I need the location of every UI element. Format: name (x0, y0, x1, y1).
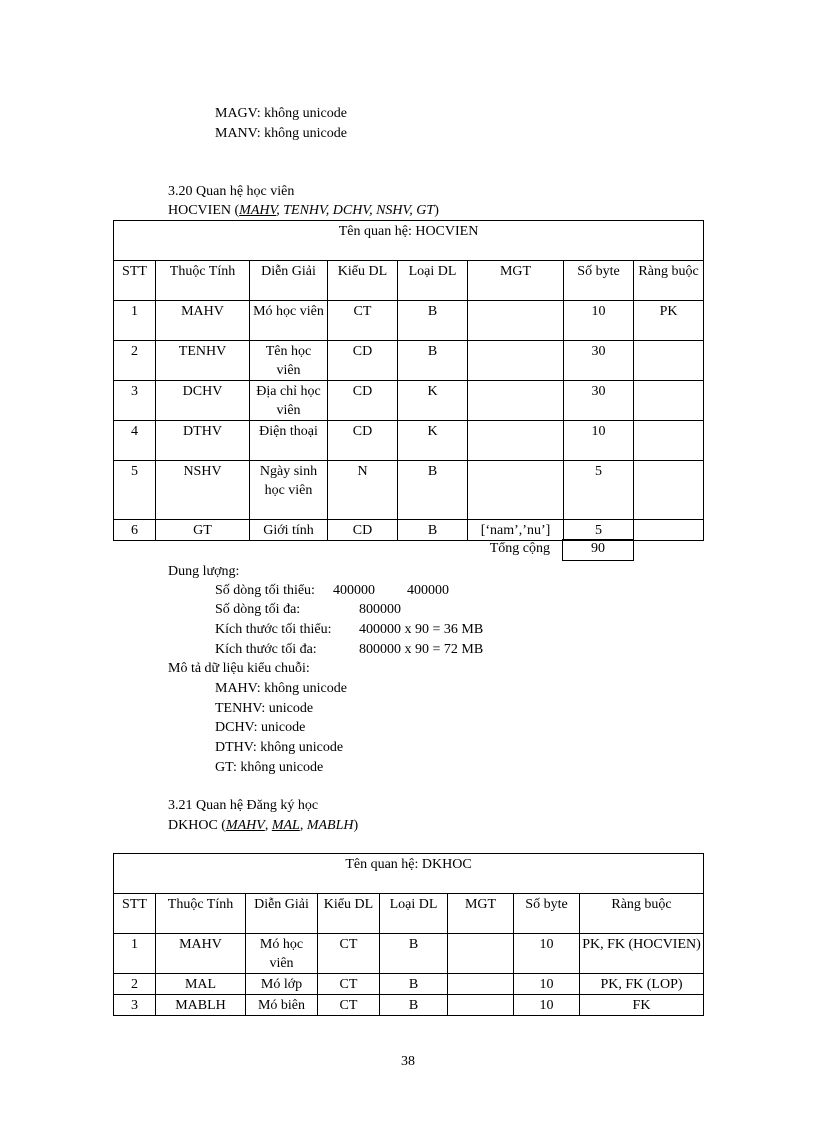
cell: 1 (114, 301, 156, 341)
table-dkhoc (113, 853, 704, 1016)
attr-mablh: MABLH (306, 818, 354, 833)
cell: K (398, 421, 468, 461)
header-mgt: MGT (468, 261, 564, 301)
capacity-title: Dung lượng: (168, 564, 240, 579)
header-kieu-dl: Kiểu DL (318, 894, 380, 934)
cell (468, 421, 564, 461)
cell: CT (318, 995, 380, 1016)
cell: 2 (114, 974, 156, 995)
cell: K (398, 381, 468, 421)
header-so-byte: Số byte (514, 894, 580, 934)
cell: MAL (156, 974, 246, 995)
header-rang-buoc: Ràng buộc (634, 261, 704, 301)
cell: Mó lớp (246, 974, 318, 995)
cell: CT (318, 934, 380, 974)
table-header-row (114, 894, 704, 934)
cell: 5 (564, 461, 634, 520)
cell: B (380, 995, 448, 1016)
table-row (114, 461, 704, 520)
table-header-row (114, 261, 704, 301)
cell: N (328, 461, 398, 520)
sep: , (299, 818, 307, 833)
cell (468, 381, 564, 421)
cell: Mó biên (246, 995, 318, 1016)
cell: Mó học viên (250, 301, 328, 341)
note-manv: MANV: không unicode (215, 126, 347, 141)
key-attr-mal: MAL (271, 818, 300, 833)
paren-open: ( (231, 203, 240, 218)
cell (634, 461, 704, 520)
other-attrs: TENHV, DCHV, NSHV, GT (283, 203, 435, 218)
key-attr-mahv: MAHV (225, 818, 265, 833)
table-row (114, 301, 704, 341)
cell: CT (318, 974, 380, 995)
cell: Địa chỉ học viên (250, 381, 328, 421)
cell: Ngày sinh học viên (250, 461, 328, 520)
cell: GT (156, 520, 250, 541)
section-321-heading: 3.21 Quan hệ Đăng ký học (168, 798, 319, 813)
cell: Điện thoại (250, 421, 328, 461)
paren-close: ) (353, 818, 359, 833)
cell: 10 (564, 301, 634, 341)
cell: MABLH (156, 995, 246, 1016)
cell: FK (580, 995, 704, 1016)
cell (634, 341, 704, 381)
max-rows-val: 800000 (359, 602, 401, 617)
cell: MAHV (156, 934, 246, 974)
cell: CD (328, 520, 398, 541)
cell: DTHV (156, 421, 250, 461)
table-row (114, 995, 704, 1016)
sep: , (264, 818, 272, 833)
cell (448, 995, 514, 1016)
cell (448, 974, 514, 995)
cell: 10 (564, 421, 634, 461)
string-desc-item: MAHV: không unicode (215, 681, 347, 696)
cell: CD (328, 421, 398, 461)
header-stt: STT (114, 894, 156, 934)
table-row (114, 421, 704, 461)
cell: B (398, 341, 468, 381)
header-kieu-dl: Kiểu DL (328, 261, 398, 301)
cell: 1 (114, 934, 156, 974)
cell (468, 301, 564, 341)
cell: Giới tính (250, 520, 328, 541)
header-thuoc-tinh: Thuộc Tính (156, 261, 250, 301)
cell (468, 461, 564, 520)
cell (634, 520, 704, 541)
header-stt: STT (114, 261, 156, 301)
total-value: 90 (562, 539, 634, 561)
string-desc-item: GT: không unicode (215, 760, 324, 775)
cell: PK, FK (LOP) (580, 974, 704, 995)
cell (448, 934, 514, 974)
table-row (114, 934, 704, 974)
cell: 5 (114, 461, 156, 520)
cell: Tên học viên (250, 341, 328, 381)
sep: , (276, 203, 284, 218)
cell: 10 (514, 974, 580, 995)
cell: 30 (564, 381, 634, 421)
cell: 3 (114, 995, 156, 1016)
table-hocvien (113, 220, 704, 541)
header-thuoc-tinh: Thuộc Tính (156, 894, 246, 934)
header-rang-buoc: Ràng buộc (580, 894, 704, 934)
cell: 3 (114, 381, 156, 421)
section-320-heading: 3.20 Quan hệ học viên (168, 184, 295, 199)
cell: B (398, 520, 468, 541)
header-so-byte: Số byte (564, 261, 634, 301)
total-label: Tổng cộng (489, 541, 550, 556)
cell: 10 (514, 995, 580, 1016)
string-desc-title: Mô tả dữ liệu kiểu chuỗi: (168, 661, 310, 676)
cell: 5 (564, 520, 634, 541)
cell: 30 (564, 341, 634, 381)
table-caption: Tên quan hệ: DKHOC (114, 854, 704, 894)
cell: TENHV (156, 341, 250, 381)
min-size-label: Kích thước tối thiểu: (215, 622, 332, 637)
string-desc-item: DCHV: unicode (215, 720, 306, 735)
max-rows-label: Số dòng tối đa: (215, 602, 301, 617)
min-rows-val1: 400000 (333, 583, 375, 598)
paren-close: ) (434, 203, 439, 218)
header-loai-dl: Loại DL (380, 894, 448, 934)
cell: Mó học viên (246, 934, 318, 974)
table-row (114, 341, 704, 381)
min-rows-val2: 400000 (407, 583, 449, 598)
cell: [‘nam’,’nu’] (468, 520, 564, 541)
cell: B (380, 974, 448, 995)
header-dien-giai: Diễn Giải (246, 894, 318, 934)
schema-name: DKHOC (168, 818, 218, 833)
cell: B (398, 461, 468, 520)
table-caption: Tên quan hệ: HOCVIEN (114, 221, 704, 261)
schema-dkhoc (168, 817, 358, 835)
cell: MAHV (156, 301, 250, 341)
cell: B (398, 301, 468, 341)
table-row (114, 974, 704, 995)
cell (634, 381, 704, 421)
cell: NSHV (156, 461, 250, 520)
cell: 2 (114, 341, 156, 381)
schema-name: HOCVIEN (168, 203, 231, 218)
header-dien-giai: Diễn Giải (250, 261, 328, 301)
cell: 6 (114, 520, 156, 541)
cell: CD (328, 341, 398, 381)
header-mgt: MGT (448, 894, 514, 934)
min-size-val: 400000 x 90 = 36 MB (359, 622, 484, 637)
note-magv: MAGV: không unicode (215, 106, 347, 121)
paren-open: ( (217, 818, 226, 833)
cell: CD (328, 381, 398, 421)
max-size-label: Kích thước tối đa: (215, 642, 317, 657)
key-attr-mahv: MAHV (239, 203, 277, 218)
table-row (114, 520, 704, 541)
cell (468, 341, 564, 381)
cell: 10 (514, 934, 580, 974)
string-desc-item: DTHV: không unicode (215, 740, 344, 755)
cell: B (380, 934, 448, 974)
max-size-val: 800000 x 90 = 72 MB (359, 642, 484, 657)
cell: PK, FK (HOCVIEN) (580, 934, 704, 974)
schema-hocvien (168, 202, 439, 220)
min-rows-label: Số dòng tối thiểu: (215, 583, 315, 598)
cell: 4 (114, 421, 156, 461)
table-row (114, 381, 704, 421)
string-desc-item: TENHV: unicode (215, 701, 314, 716)
cell: PK (634, 301, 704, 341)
cell: DCHV (156, 381, 250, 421)
cell (634, 421, 704, 461)
header-loai-dl: Loại DL (398, 261, 468, 301)
cell: CT (328, 301, 398, 341)
page-number: 38 (401, 1054, 415, 1069)
